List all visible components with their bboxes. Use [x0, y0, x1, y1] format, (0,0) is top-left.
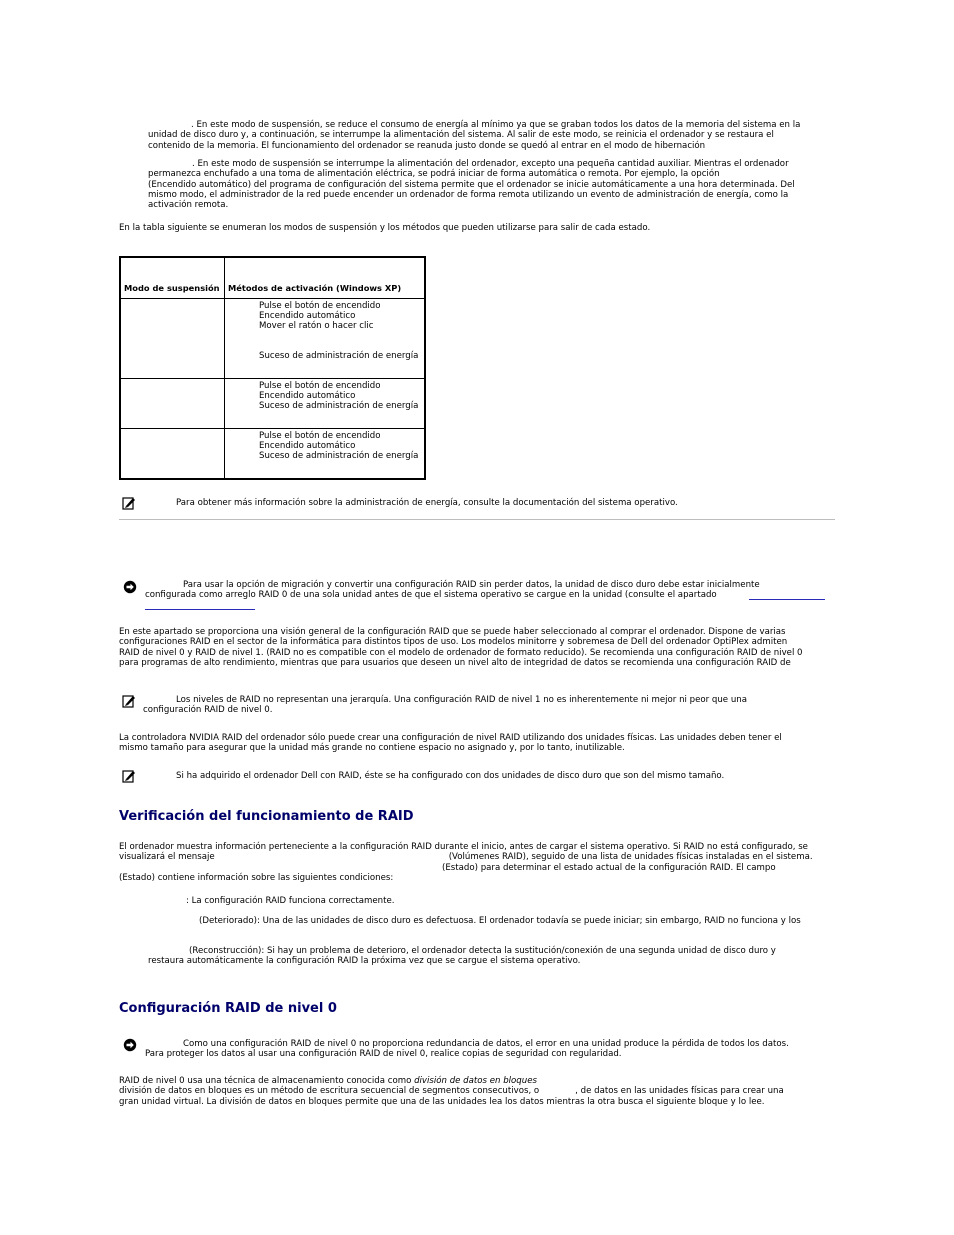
table-row	[120, 378, 425, 428]
table-header-row	[120, 257, 425, 298]
raid0-line: gran unidad virtual. La división de datos en bloques permite que una de las unidades lea los datos mientras la otra busca el siguiente bloque y lo lee.	[119, 1096, 765, 1107]
section-heading-verify: Verificación del funcionamiento de RAID	[119, 809, 414, 824]
raid0-line	[119, 1076, 784, 1086]
header-methods: Métodos de activación (Windows XP)	[225, 257, 426, 298]
migration-notice	[145, 580, 760, 601]
verify-line: (Estado) para determinar el estado actual de la configuración RAID. El campo	[442, 862, 776, 873]
verify-paragraph	[119, 842, 813, 883]
nvidia-paragraph	[119, 733, 782, 754]
power-note-text: Para obtener más información sobre la administración de energía, consulte la documentación del sistema operativo.	[176, 498, 678, 508]
shutdown-paragraph	[148, 159, 795, 210]
status-degraded-text: (Deteriorado): Una de las unidades de disco duro es defectuosa. El ordenador todavía se puede iniciar; sin embargo, RAID no funciona y los	[199, 916, 801, 926]
shutdown-line: mismo modo, el administrador de la red puede encender un ordenador de forma remota utilizando un evento de administración de energía, como la	[148, 189, 789, 200]
hibernate-paragraph	[148, 120, 800, 151]
note-icon	[122, 496, 136, 510]
verify-line: (Estado) contiene información sobre las siguientes condiciones:	[119, 872, 394, 883]
section-heading-raid0: Configuración RAID de nivel 0	[119, 1001, 337, 1016]
methods-cell	[225, 428, 426, 479]
raid-levels-note-line: configuración RAID de nivel 0.	[143, 705, 273, 716]
methods-cell	[225, 378, 426, 428]
raid0-line-part: , de datos en las unidades físicas para crear una	[575, 1086, 784, 1097]
table-row	[120, 428, 425, 479]
raid0-notice-line: Para proteger los datos al usar una configuración RAID de nivel 0, realice copias de seguridad con regularidad.	[145, 1049, 622, 1060]
raid0-line	[119, 1086, 784, 1096]
nvidia-line: La controladora NVIDIA RAID del ordenador sólo puede crear una configuración de nivel RAID utilizando dos unidades físicas. Las unidades deben tener el	[119, 733, 782, 743]
raid-overview-line: configuraciones RAID en el sector de la informática para distintos tipos de uso. Los modelos minitorre y sobremesa de Dell del ordenador OptiPlex admiten	[119, 637, 788, 648]
raid-overview-paragraph	[119, 627, 803, 668]
sleep-modes-table	[119, 256, 426, 480]
method-item: Encendido automático	[259, 440, 356, 451]
method-item: Suceso de administración de energía	[259, 351, 419, 362]
migration-notice-line: Para usar la opción de migración y convertir una configuración RAID sin perder datos, la unidad de disco duro debe estar inicialmente	[183, 580, 760, 590]
status-healthy-text: : La configuración RAID funciona correctamente.	[186, 896, 395, 906]
table-intro-text: En la tabla siguiente se enumeran los modos de suspensión y los métodos que pueden utilizarse para salir de cada estado.	[119, 223, 651, 233]
shutdown-line: activación remota.	[148, 200, 229, 211]
note-icon	[122, 694, 136, 708]
method-item: Pulse el botón de encendido	[259, 300, 381, 311]
notice-icon	[123, 1038, 137, 1052]
note-icon	[122, 769, 136, 783]
method-item: Encendido automático	[259, 390, 356, 401]
raid-overview-line: RAID de nivel 0 y RAID de nivel 1. (RAID no es compatible con el modelo de ordenador de formato reducido). Se recomienda una configuración RAID de nivel 0	[119, 647, 803, 658]
status-rebuild-line: restaura automáticamente la configuración RAID la próxima vez que se cargue el sistema operativo.	[148, 956, 581, 967]
raid-overview-line: para programas de alto rendimiento, mientras que para usuarios que deseen un nivel alto de integridad de datos se recomienda una configuración RAID de	[119, 657, 791, 668]
raid-levels-note-line: Los niveles de RAID no representan una jerarquía. Una configuración RAID de nivel 1 no es inherentemente ni mejor ni peor que una	[176, 695, 747, 705]
methods-cell	[225, 298, 426, 378]
shutdown-line: permanezca enchufado a una toma de alimentación eléctrica, se podrá iniciar de forma automática o remota. Por ejemplo, la opción	[148, 169, 720, 180]
nvidia-line: mismo tamaño para asegurar que la unidad más grande no contiene espacio no asignado y, por lo tanto, inutilizable.	[119, 743, 625, 754]
dell-raid-note-text: Si ha adquirido el ordenador Dell con RAID, éste se ha configurado con dos unidades de disco duro que son del mismo tamaño.	[176, 771, 725, 781]
method-item: Suceso de administración de energía	[259, 450, 419, 461]
raid0-line-part: RAID de nivel 0 usa una técnica de almacenamiento conocida como	[119, 1076, 415, 1086]
raid0-notice-line: Como una configuración RAID de nivel 0 no proporciona redundancia de datos, el error en una unidad produce la pérdida de todos los datos.	[183, 1039, 789, 1049]
method-item: Encendido automático	[259, 310, 356, 321]
raid-levels-note	[143, 695, 747, 716]
section-divider	[119, 519, 835, 520]
notice-icon	[123, 580, 137, 594]
cross-reference-link[interactable]	[749, 599, 825, 600]
cross-reference-link[interactable]	[145, 609, 255, 610]
verify-line	[119, 852, 813, 862]
mode-cell	[120, 428, 225, 479]
method-item: Suceso de administración de energía	[259, 400, 419, 411]
verify-line-part: (Volúmenes RAID), seguido de una lista de unidades físicas instaladas en el sistema.	[448, 852, 813, 863]
table-intro	[119, 223, 650, 233]
hibernate-line: unidad de disco duro y, a continuación, se interrumpe la alimentación del sistema. Al salir de este modo, se reinicia el ordenador y se restaura el	[148, 130, 774, 141]
method-item: Mover el ratón o hacer clic	[259, 320, 374, 331]
status-degraded	[199, 916, 801, 926]
verify-line: El ordenador muestra información perteneciente a la configuración RAID durante el inicio, antes de cargar el sistema operativo. Si RAID no está configurado, se	[119, 842, 808, 852]
verify-line-part: visualizará el mensaje	[119, 852, 215, 863]
hibernate-line: . En este modo de suspensión, se reduce el consumo de energía al mínimo ya que se graban todos los datos de la memoria del sistema en la	[191, 120, 801, 130]
status-rebuild-line: (Reconstrucción): Si hay un problema de deterioro, el ordenador detecta la sustitución/conexión de una segunda unidad de disco duro y	[189, 946, 776, 956]
method-item: Pulse el botón de encendido	[259, 430, 381, 441]
dell-raid-note	[176, 771, 724, 781]
hibernate-line: contenido de la memoria. El funcionamiento del ordenador se reanuda justo donde se quedó al entrar en el modo de hibernación	[148, 140, 706, 151]
migration-notice-line: configurada como arreglo RAID 0 de una sola unidad antes de que el sistema operativo se cargue en la unidad (consulte el apartado	[145, 590, 717, 601]
shutdown-line: . En este modo de suspensión se interrumpe la alimentación del ordenador, excepto una pequeña cantidad auxiliar. Mientras el ordenador	[192, 159, 789, 169]
table-row	[120, 298, 425, 378]
power-note	[176, 498, 678, 508]
raid0-notice	[145, 1039, 789, 1060]
raid0-paragraph	[119, 1076, 784, 1107]
mode-cell	[120, 378, 225, 428]
raid0-term: división de datos en bloques	[414, 1076, 537, 1086]
shutdown-line: (Encendido automático) del programa de configuración del sistema permite que el ordenador se inicie automáticamente a una hora determinada. Del	[148, 179, 795, 190]
raid0-line-part: división de datos en bloques es un método de escritura secuencial de segmentos consecutivos, o	[119, 1086, 540, 1097]
status-rebuild	[148, 946, 776, 967]
raid-overview-line: En este apartado se proporciona una visión general de la configuración RAID que se puede haber seleccionado al comprar el ordenador. Dispone de varias	[119, 627, 786, 637]
mode-cell	[120, 298, 225, 378]
method-item: Pulse el botón de encendido	[259, 380, 381, 391]
status-healthy	[186, 896, 394, 906]
header-mode: Modo de suspensión	[120, 257, 225, 298]
